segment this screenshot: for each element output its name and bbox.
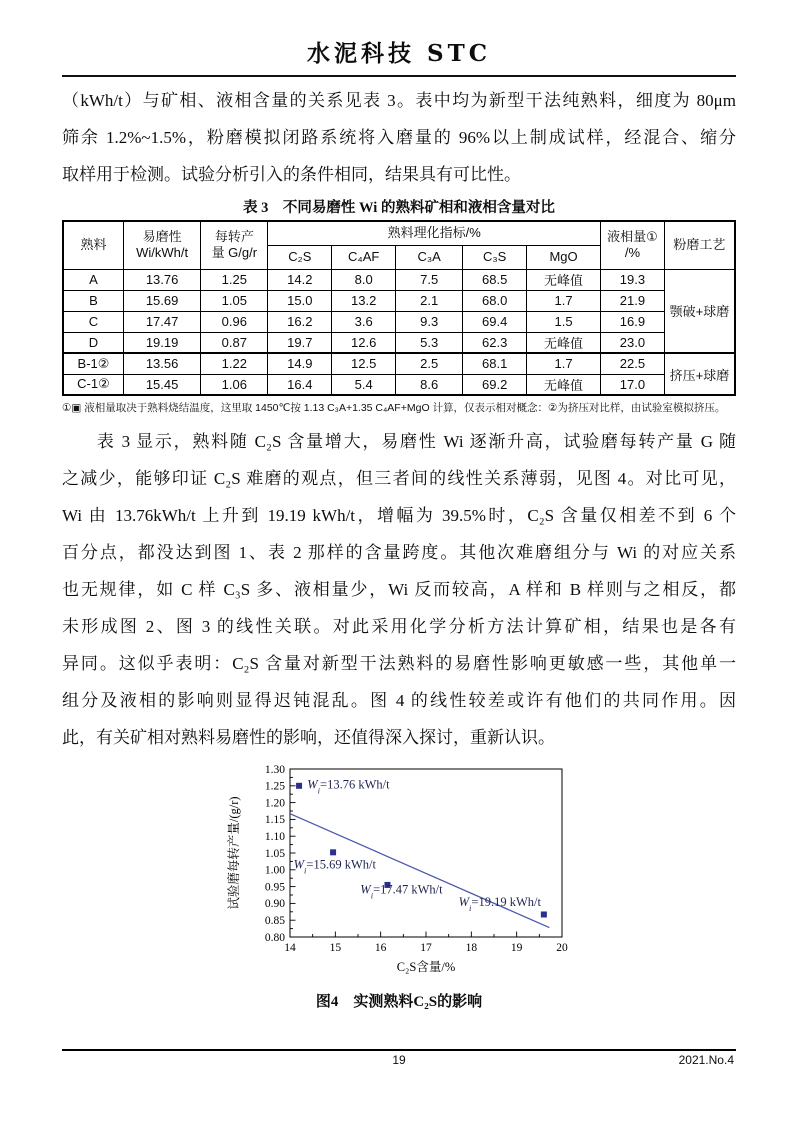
svg-text:0.85: 0.85 [264,915,285,927]
figure4-caption: 图4 实测熟料C₂S的影响 [315,994,483,1010]
col-header-mgo: MgO [527,245,601,269]
svg-text:1.00: 1.00 [264,864,285,877]
body-text-line: 百分点，都没达到图 1、表 2 那样的含量跨度。其他次难磨组分与 Wi 的对应关系 [62,543,736,562]
table-row: D 19.19 0.87 19.7 12.6 5.3 62.3 无峰值 23.0 [63,332,735,353]
table3-footnote: ①▣ 液相量取决于熟料烧结温度，这里取 1450℃按 1.13 C₃A+1.35 C₄AF+MgO 计算，仅表示相对概念：②为挤压对比样，由试验室模拟挤压。 [62,402,726,414]
paragraph-1 [62,82,736,193]
svg-text:0.90: 0.90 [264,898,285,911]
body-text-line: 筛余 1.2%~1.5%，粉磨模拟闭路系统将入磨量的 96%以上制成试样，经混合、缩分 [62,128,736,147]
table-row: C-1② 15.45 1.06 16.4 5.4 8.6 69.2 无峰值 17.0 [63,374,735,395]
body-text-line: （kWh/t）与矿相、液相含量的关系见表 3。表中均为新型干法纯熟料，细度为 80μm [62,91,736,110]
table-row: B 15.69 1.05 15.0 13.2 2.1 68.0 1.7 21.9 [63,290,735,311]
col-header-grindability: 易磨性 Wi/kWh/t [123,221,200,269]
body-text-line: Wi 由 13.76kWh/t 上升到 19.19 kWh/t，增幅为 39.5%时，C₂S 含量仅相差不到 6 个 [62,506,736,525]
svg-text:1.05: 1.05 [264,847,285,860]
issue-number: 2021.No.4 [678,1053,734,1067]
svg-text:17: 17 [419,942,432,954]
figure4-chart [224,760,589,981]
body-text-line: 异同。这似乎表明：C₂S 含量对新型干法熟料的易磨性影响更敏感一些，其他单一 [62,654,736,673]
body-text-line: 组分及液相的影响则显得迟钝混乱。图 4 的线性较差或许有他们的共同作用。因 [62,691,736,710]
svg-text:1.25: 1.25 [264,780,285,793]
svg-text:1.10: 1.10 [264,831,285,843]
svg-text:试验磨每转产量/(g/r): 试验磨每转产量/(g/r) [226,796,241,910]
body-text-line: 表 3 显示，熟料随 C₂S 含量增大，易磨性 Wi 逐渐升高，试验磨每转产量 G 随 [96,432,736,451]
svg-text:1.20: 1.20 [264,797,285,810]
svg-text:14: 14 [283,942,296,954]
process-group-1: 颚破+球磨 [664,269,735,353]
col-header-c3s: C₃S [463,245,527,269]
scatter-plot [224,760,589,976]
paragraph-2 [62,423,736,756]
svg-text:Wi=13.76 kWh/t: $W_i=13.76$ kWh/t [306,777,390,796]
col-header-liquid: 液相量① /% [601,221,665,269]
table-row: C 17.47 0.96 16.2 3.6 9.3 69.4 1.5 16.9 [63,311,735,332]
svg-text:0.95: 0.95 [264,881,285,894]
table3 [62,220,736,396]
body-text-line: 此，有关矿相对熟料易磨性的影响，还值得深入探讨，重新认识。 [62,728,555,747]
journal-title: 水泥科技 STC [306,40,492,67]
svg-text:15: 15 [329,942,341,954]
figure4 [62,760,736,1011]
svg-text:1.30: 1.30 [264,763,285,776]
col-header-clinker: 熟料 [63,221,123,269]
body-text-line: 也无规律，如 C 样 C₃S 多、液相量少，Wi 反而较高，A 样和 B 样则与之相反，都 [62,580,736,599]
body-text-line: 取样用于检测。试验分析引入的条件相同，结果具有可比性。 [62,165,521,184]
body-text-line: 未形成图 2、图 3 的线性关联。对此采用化学分析方法计算矿相，结果也是各有 [62,617,736,636]
svg-text:0.80: 0.80 [264,931,285,944]
svg-text:Wi=17.47 kWh/t: $W_i=17.47$ kWh/t [359,882,443,901]
svg-text:19: 19 [510,942,522,954]
table-row: A 13.76 1.25 14.2 8.0 7.5 68.5 无峰值 19.3 颚破+球磨 [63,269,735,290]
table-row: B-1② 13.56 1.22 14.9 12.5 2.5 68.1 1.7 22.5 挤压+球磨 [63,353,735,374]
svg-text:1.15: 1.15 [264,814,285,827]
col-header-c4af: C₄AF [332,245,396,269]
svg-text:Wi=19.19 kWh/t: $W_i=19.19$ kWh/t [458,895,541,914]
page-footer [62,1049,736,1069]
header-rule [62,75,736,77]
svg-text:C₂S含量/%: C₂S含量/% [396,960,455,974]
process-group-2: 挤压+球磨 [664,353,735,395]
page-number: 19 [392,1053,406,1067]
col-header-output: 每转产 量 G/g/r [201,221,268,269]
col-header-indicators: 熟料理化指标/% [268,221,601,245]
svg-text:18: 18 [465,942,477,954]
col-header-process: 粉磨工艺 [664,221,735,269]
svg-text:Wi=15.69 kWh/t: $W_i=15.69$ kWh/t [293,857,376,876]
svg-text:16: 16 [374,942,386,954]
col-header-c2s: C₂S [268,245,332,269]
body-text-line: 之减少，能够印证 C₂S 难磨的观点，但三者间的线性关系薄弱，见图 4。对比可见， [62,469,736,488]
svg-text:20: 20 [555,942,568,954]
table3-title: 表 3 不同易磨性 Wi 的熟料矿相和液相含量对比 [243,200,555,216]
col-header-c3a: C₃A [396,245,463,269]
